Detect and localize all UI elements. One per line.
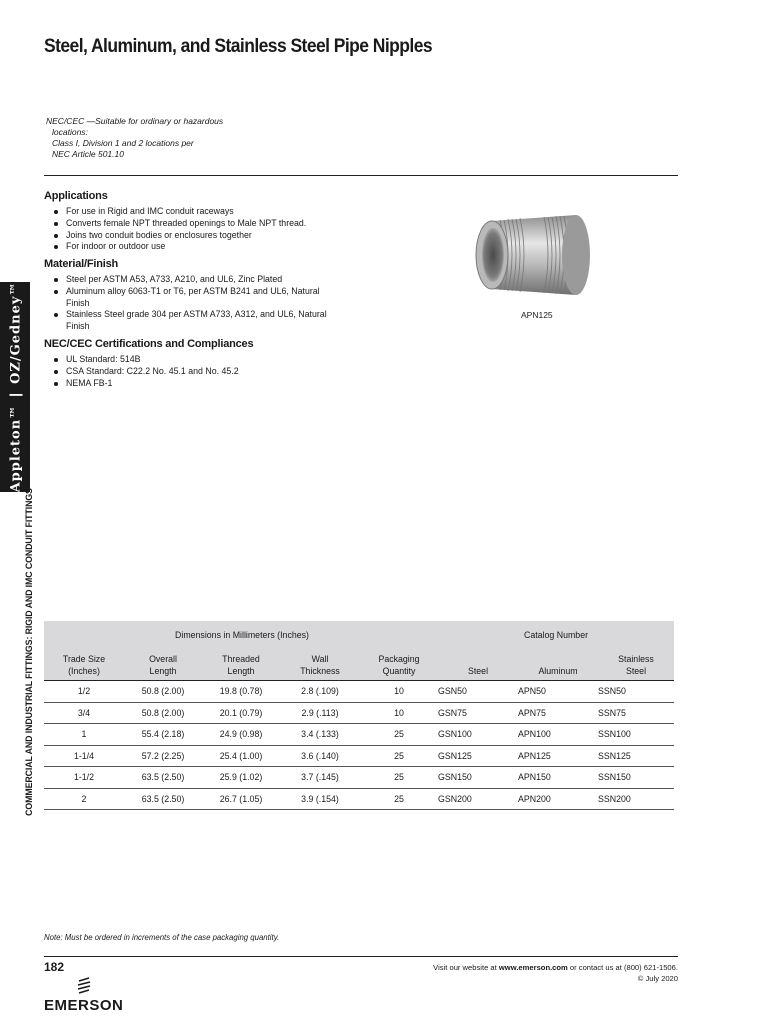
table-cell: 1-1/2 (44, 767, 124, 789)
applications-heading: Applications (44, 190, 108, 202)
table-cell: APN50 (518, 681, 598, 703)
list-item: Stainless Steel grade 304 per ASTM A733, A312, and UL6, Natural Finish (44, 309, 344, 333)
table-cell: 1/2 (44, 681, 124, 703)
table-cell: 10 (360, 702, 438, 724)
list-item: Converts female NPT threaded openings to Male NPT thread. (44, 218, 404, 230)
nec-cec-note (46, 116, 223, 160)
table-cell: 25 (360, 745, 438, 767)
dimensions-table (44, 621, 674, 810)
table-cell: 3.6 (.140) (280, 745, 360, 767)
table-cell: GSN50 (438, 681, 518, 703)
brand-names: Appleton™|OZ/Gedney™ (6, 281, 24, 493)
table-row (44, 767, 674, 789)
bottom-divider (44, 956, 678, 957)
top-divider (44, 175, 678, 176)
column-header-wall-thickness: Wall Thickness (280, 649, 360, 681)
brand-ozgedney: OZ/Gedney™ (8, 281, 24, 384)
footer-contact (433, 962, 678, 984)
side-category-label: COMMERCIAL AND INDUSTRIAL FITTINGS: RIGID AND IMC CONDUIT FITTINGS (24, 488, 34, 816)
column-header-packaging-quantity: Packaging Quantity (360, 649, 438, 681)
table-cell: 20.1 (0.79) (202, 702, 280, 724)
copyright-date: © July 2020 (637, 974, 678, 983)
list-item: For use in Rigid and IMC conduit raceways (44, 206, 404, 218)
nec-note-line: NEC/CEC —Suitable for ordinary or hazardous (46, 116, 224, 126)
table-cell: 10 (360, 681, 438, 703)
table-cell: 24.9 (0.98) (202, 724, 280, 746)
column-header-steel: Steel (438, 649, 518, 681)
header-cell (360, 621, 438, 649)
nec-note-line: Class I, Division 1 and 2 locations per (52, 138, 194, 148)
list-item: CSA Standard: C22.2 No. 45.1 and No. 45.2 (44, 366, 404, 378)
brand-band (0, 282, 30, 492)
table-cell: APN200 (518, 788, 598, 810)
table-cell: 3.7 (.145) (280, 767, 360, 789)
list-item: UL Standard: 514B (44, 354, 404, 366)
brand-appleton: Appleton™ (8, 404, 24, 493)
table-cell: 3.4 (.133) (280, 724, 360, 746)
table-cell: 3/4 (44, 702, 124, 724)
emerson-logo-wordmark: EMERSON (44, 997, 124, 1014)
table-cell: 2 (44, 788, 124, 810)
column-header-overall-length: Overall Length (124, 649, 202, 681)
table-cell: 1 (44, 724, 124, 746)
table-cell: 55.4 (2.18) (124, 724, 202, 746)
table-cell: 25 (360, 788, 438, 810)
certifications-list (44, 354, 404, 389)
table-cell: GSN125 (438, 745, 518, 767)
table-cell: 50.8 (2.00) (124, 702, 202, 724)
table-cell: SSN50 (598, 681, 674, 703)
table-cell: APN150 (518, 767, 598, 789)
table-cell: 63.5 (2.50) (124, 788, 202, 810)
table-cell: GSN200 (438, 788, 518, 810)
table-cell: 25 (360, 724, 438, 746)
applications-list (44, 206, 404, 253)
list-item: For indoor or outdoor use (44, 241, 404, 253)
contact-suffix: or contact us at (800) 621-1506. (567, 963, 678, 972)
group-header-catalog: Catalog Number (438, 621, 674, 649)
list-item: Aluminum alloy 6063-T1 or T6, per ASTM B241 and UL6, Natural Finish (44, 286, 344, 310)
table-cell: GSN75 (438, 702, 518, 724)
table-cell: APN125 (518, 745, 598, 767)
table-cell: 26.7 (1.05) (202, 788, 280, 810)
material-list (44, 274, 344, 333)
emerson-logo-icon (76, 977, 92, 995)
pipe-nipple-icon (470, 207, 594, 303)
table-row (44, 724, 674, 746)
column-header-aluminum: Aluminum (518, 649, 598, 681)
column-header-threaded-length: Threaded Length (202, 649, 280, 681)
table-cell: SSN75 (598, 702, 674, 724)
table-cell: 1-1/4 (44, 745, 124, 767)
table-row (44, 702, 674, 724)
table-cell: 25 (360, 767, 438, 789)
table-cell: 19.8 (0.78) (202, 681, 280, 703)
list-item: Joins two conduit bodies or enclosures together (44, 230, 404, 242)
nec-note-line: NEC Article 501.10 (52, 149, 124, 159)
table-cell: 57.2 (2.25) (124, 745, 202, 767)
table-cell: SSN200 (598, 788, 674, 810)
table-cell: SSN150 (598, 767, 674, 789)
certifications-heading: NEC/CEC Certifications and Compliances (44, 338, 254, 350)
table-cell: 63.5 (2.50) (124, 767, 202, 789)
table-cell: 25.4 (1.00) (202, 745, 280, 767)
table-cell: APN100 (518, 724, 598, 746)
page-title: Steel, Aluminum, and Stainless Steel Pipe Nipples (44, 36, 433, 57)
table-row (44, 788, 674, 810)
table-cell: SSN125 (598, 745, 674, 767)
table-cell: GSN100 (438, 724, 518, 746)
nec-note-line: locations: (52, 127, 88, 137)
table-row (44, 745, 674, 767)
table-cell: 2.9 (.113) (280, 702, 360, 724)
table-cell: SSN100 (598, 724, 674, 746)
table-cell: 2.8 (.109) (280, 681, 360, 703)
table-cell: 3.9 (.154) (280, 788, 360, 810)
table-cell: 50.8 (2.00) (124, 681, 202, 703)
contact-prefix: Visit our website at (433, 963, 499, 972)
header-cell (44, 621, 124, 649)
table-row (44, 681, 674, 703)
column-header-trade-size: Trade Size (Inches) (44, 649, 124, 681)
website-link[interactable]: www.emerson.com (498, 963, 568, 972)
list-item: Steel per ASTM A53, A733, A210, and UL6, Zinc Plated (44, 274, 344, 286)
list-item: NEMA FB-1 (44, 378, 404, 390)
column-header-stainless-steel: Stainless Steel (598, 649, 674, 681)
table-cell: GSN150 (438, 767, 518, 789)
table-cell: 25.9 (1.02) (202, 767, 280, 789)
table-cell: APN75 (518, 702, 598, 724)
page-number: 182 (44, 960, 65, 974)
footnote: Note: Must be ordered in increments of the case packaging quantity. (44, 933, 280, 942)
product-caption: APN125 (521, 310, 553, 320)
group-header-dimensions: Dimensions in Millimeters (Inches) (124, 621, 360, 649)
material-heading: Material/Finish (44, 258, 119, 270)
